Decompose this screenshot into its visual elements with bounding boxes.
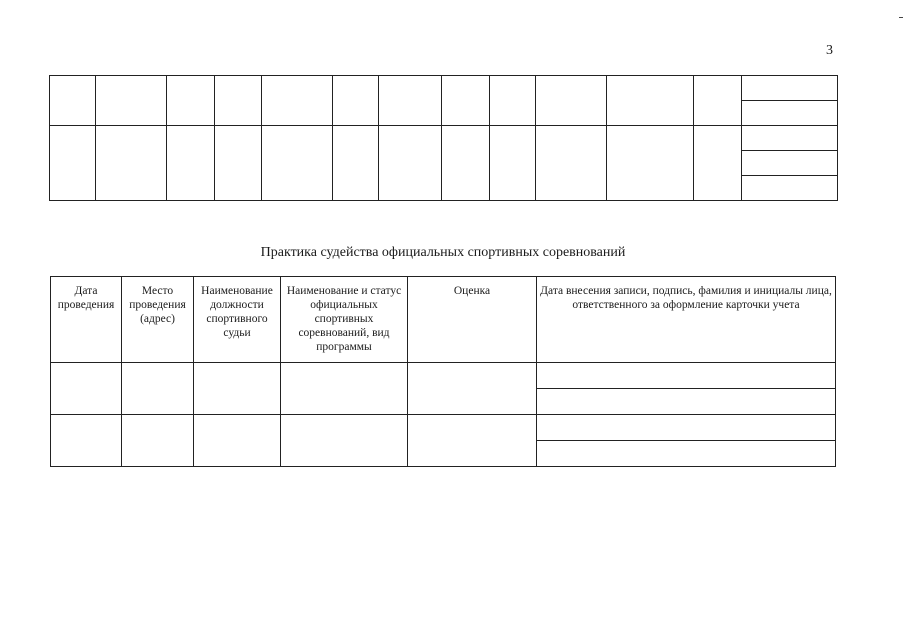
table-cell[interactable] [490, 126, 536, 201]
column-header-date: Дата проведения [51, 277, 122, 363]
table-cell[interactable] [742, 126, 838, 151]
judge-position-cell[interactable] [194, 415, 281, 467]
table-cell[interactable] [742, 76, 838, 101]
table-cell[interactable] [742, 101, 838, 126]
table-cell[interactable] [742, 151, 838, 176]
venue-cell[interactable] [122, 363, 194, 415]
table-cell[interactable] [333, 126, 379, 201]
continued-record-table [49, 75, 838, 201]
column-header-competition: Наименование и статус официальных спортивных соревнований, вид программы [281, 277, 408, 363]
table-cell[interactable] [167, 76, 215, 126]
judging-practice-table [50, 276, 836, 467]
table-row [50, 76, 838, 101]
table-cell[interactable] [50, 126, 96, 201]
table-row [51, 363, 836, 389]
column-header-record-entry: Дата внесения записи, подпись, фамилия и инициалы лица, ответственного за оформление карточки учета [537, 277, 836, 363]
table-cell[interactable] [215, 126, 262, 201]
column-header-grade: Оценка [408, 277, 537, 363]
column-header-judge-position: Наименование должности спортивного судьи [194, 277, 281, 363]
table-cell[interactable] [536, 76, 607, 126]
grade-cell[interactable] [408, 363, 537, 415]
table-row [50, 126, 838, 151]
table-cell[interactable] [379, 76, 442, 126]
table-cell[interactable] [262, 76, 333, 126]
table-cell[interactable] [607, 76, 694, 126]
competition-cell[interactable] [281, 363, 408, 415]
date-cell[interactable] [51, 415, 122, 467]
table-cell[interactable] [442, 76, 490, 126]
table-cell[interactable] [536, 126, 607, 201]
table-cell[interactable] [262, 126, 333, 201]
record-entry-cell[interactable] [537, 363, 836, 389]
table-cell[interactable] [96, 76, 167, 126]
page-number: 3 [826, 43, 833, 58]
table-cell[interactable] [215, 76, 262, 126]
table-cell[interactable] [694, 126, 742, 201]
judge-position-cell[interactable] [194, 363, 281, 415]
table-cell[interactable] [607, 126, 694, 201]
venue-cell[interactable] [122, 415, 194, 467]
table-cell[interactable] [50, 76, 96, 126]
table-cell[interactable] [167, 126, 215, 201]
table-cell[interactable] [742, 176, 838, 201]
table-cell[interactable] [694, 76, 742, 126]
date-cell[interactable] [51, 363, 122, 415]
record-entry-cell[interactable] [537, 415, 836, 441]
table-row [51, 415, 836, 441]
header-row [51, 277, 836, 363]
table-cell[interactable] [442, 126, 490, 201]
section-title: Практика судейства официальных спортивных соревнований [260, 245, 626, 260]
competition-cell[interactable] [281, 415, 408, 467]
table-cell[interactable] [490, 76, 536, 126]
record-entry-cell[interactable] [537, 441, 836, 467]
record-entry-cell[interactable] [537, 389, 836, 415]
table-cell[interactable] [379, 126, 442, 201]
table-cell[interactable] [96, 126, 167, 201]
column-header-venue: Место проведения (адрес) [122, 277, 194, 363]
grade-cell[interactable] [408, 415, 537, 467]
corner-mark [899, 17, 903, 18]
table-cell[interactable] [333, 76, 379, 126]
